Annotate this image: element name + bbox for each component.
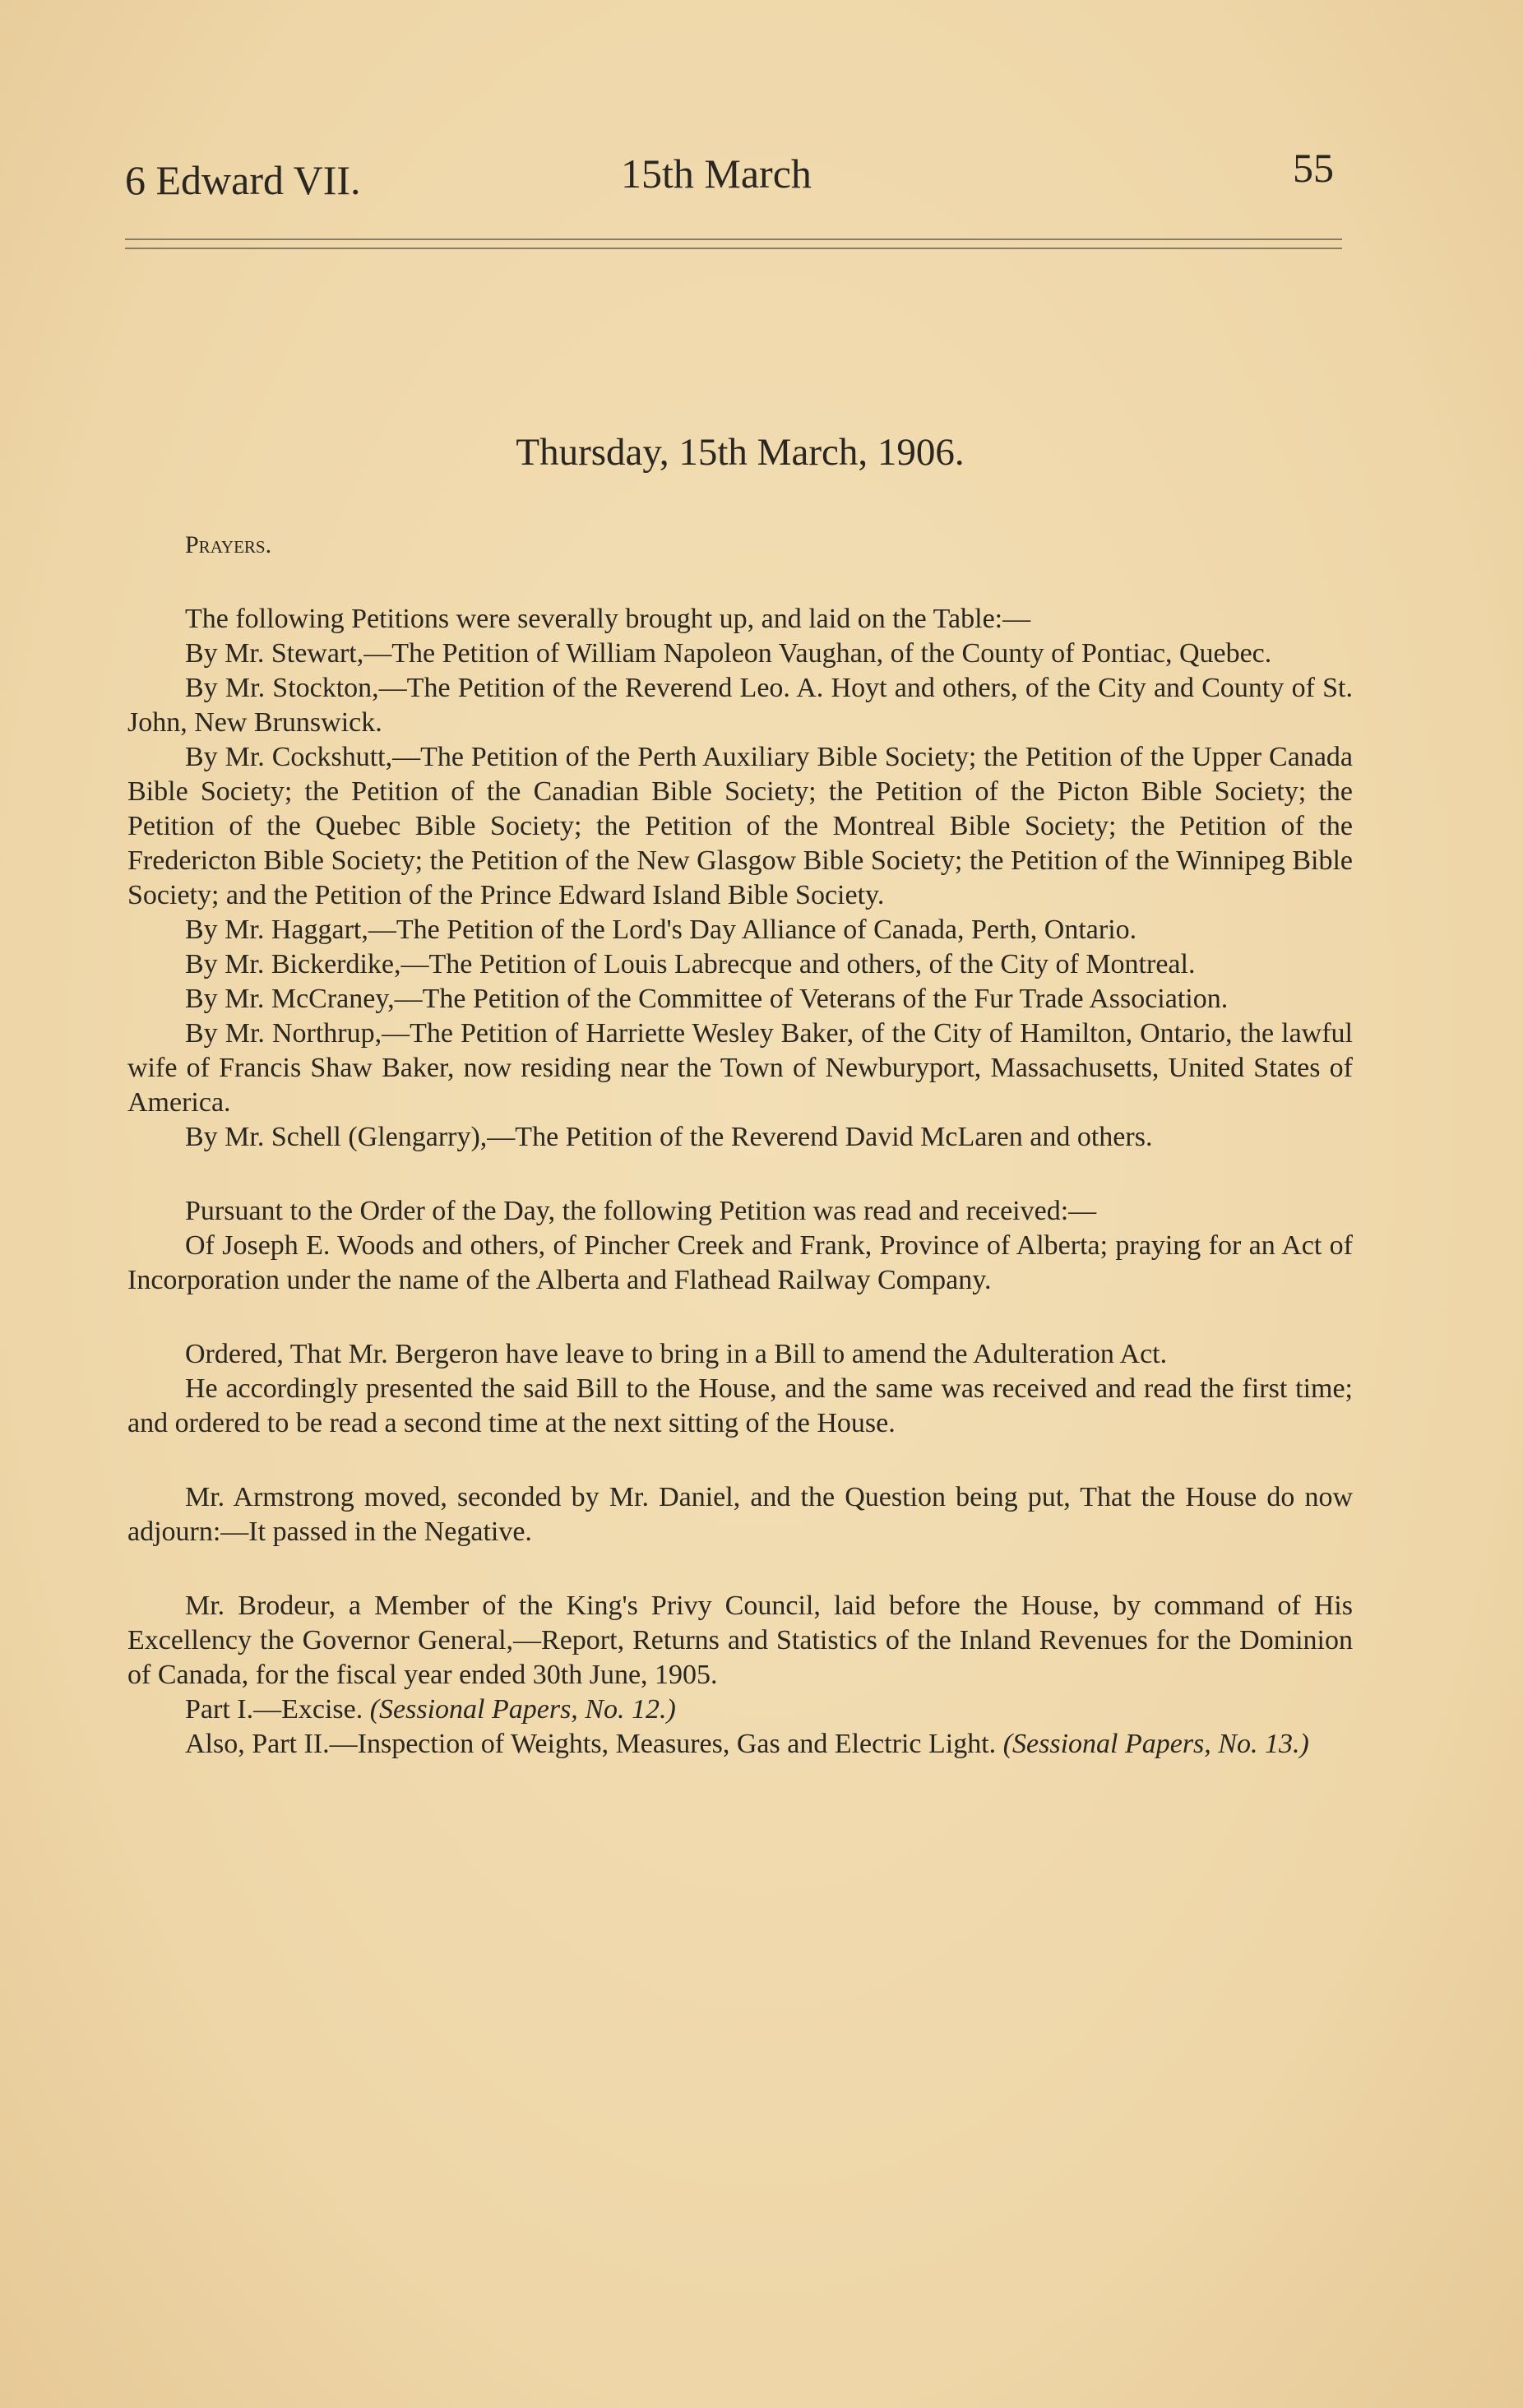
- petition-woods: Of Joseph E. Woods and others, of Pincher Creek and Frank, Province of Alberta; praying for an Act of Incorporation under the name of the Alberta and Flathead Railway Company.: [127, 1230, 1353, 1295]
- bill-presented: He accordingly presented the said Bill to the House, and the same was received and read the first time; and ordered to be read a second time at the next sitting of the House.: [127, 1373, 1353, 1438]
- petition-schell: By Mr. Schell (Glengarry),—The Petition of the Reverend David McLaren and others.: [185, 1122, 1153, 1152]
- order-of-day: Pursuant to the Order of the Day, the following Petition was read and received:—: [185, 1196, 1097, 1226]
- date-heading: Thursday, 15th March, 1906.: [516, 431, 965, 474]
- prayers-heading: Prayers.: [185, 531, 272, 558]
- part-one: [127, 1693, 1353, 1727]
- report-brodeur: Mr. Brodeur, a Member of the King's Privy Council, laid before the House, by command of His Excellency the Governor General,—Report, Returns and Statistics of the Inland Revenues for the Dominion of Canada, for the fiscal year ended 30th June, 1905.: [127, 1591, 1353, 1690]
- regnal-year: 6 Edward VII.: [125, 157, 361, 203]
- part-one-text: Part I.—Excise.: [185, 1694, 363, 1725]
- journal-body: [127, 428, 1353, 1762]
- part-two: [127, 1727, 1353, 1762]
- petitions-intro: The following Petitions were severally brought up, and laid on the Table:—: [185, 604, 1031, 634]
- header-rule: [125, 238, 1342, 249]
- petition-northrup: By Mr. Northrup,—The Petition of Harriette Wesley Baker, of the City of Hamilton, Ontario, the lawful wife of Francis Shaw Baker, now residing near the Town of Newburyport, Massachusetts, United States of America.: [127, 1018, 1353, 1118]
- motion-armstrong: Mr. Armstrong moved, seconded by Mr. Daniel, and the Question being put, That the House do now adjourn:—It passed in the Negative.: [127, 1482, 1353, 1547]
- petition-bickerdike: By Mr. Bickerdike,—The Petition of Louis Labrecque and others, of the City of Montreal.: [185, 949, 1196, 979]
- page-number: 55: [1293, 145, 1334, 191]
- petition-cockshutt: By Mr. Cockshutt,—The Petition of the Perth Auxiliary Bible Society; the Petition of the Upper Canada Bible Society; the Petition of the Canadian Bible Society; the Petition of the Picton Bible Society; the Petition of the Quebec Bible Society; the Petition of the Montreal Bible Society; the Petition of the Fredericton Bible Society; the Petition of the New Glasgow Bible Society; the Petition of the Winnipeg Bible Society; and the Petition of the Prince Edward Island Bible Society.: [127, 742, 1353, 910]
- header-date: 15th March: [621, 150, 812, 197]
- running-head: [0, 140, 1523, 203]
- petition-stockton: By Mr. Stockton,—The Petition of the Reverend Leo. A. Hoyt and others, of the City and County of St. John, New Brunswick.: [127, 673, 1353, 738]
- part-two-ref: (Sessional Papers, No. 13.): [1002, 1729, 1309, 1759]
- petition-mccraney: By Mr. McCraney,—The Petition of the Committee of Veterans of the Fur Trade Association.: [185, 984, 1229, 1014]
- part-one-ref: (Sessional Papers, No. 12.): [369, 1694, 676, 1725]
- petition-stewart: By Mr. Stewart,—The Petition of William Napoleon Vaughan, of the County of Pontiac, Quebec.: [185, 638, 1272, 669]
- bill-bergeron: Ordered, That Mr. Bergeron have leave to bring in a Bill to amend the Adulteration Act.: [185, 1339, 1168, 1369]
- part-two-text: Also, Part II.—Inspection of Weights, Measures, Gas and Electric Light.: [185, 1729, 997, 1759]
- petition-haggart: By Mr. Haggart,—The Petition of the Lord's Day Alliance of Canada, Perth, Ontario.: [185, 915, 1137, 945]
